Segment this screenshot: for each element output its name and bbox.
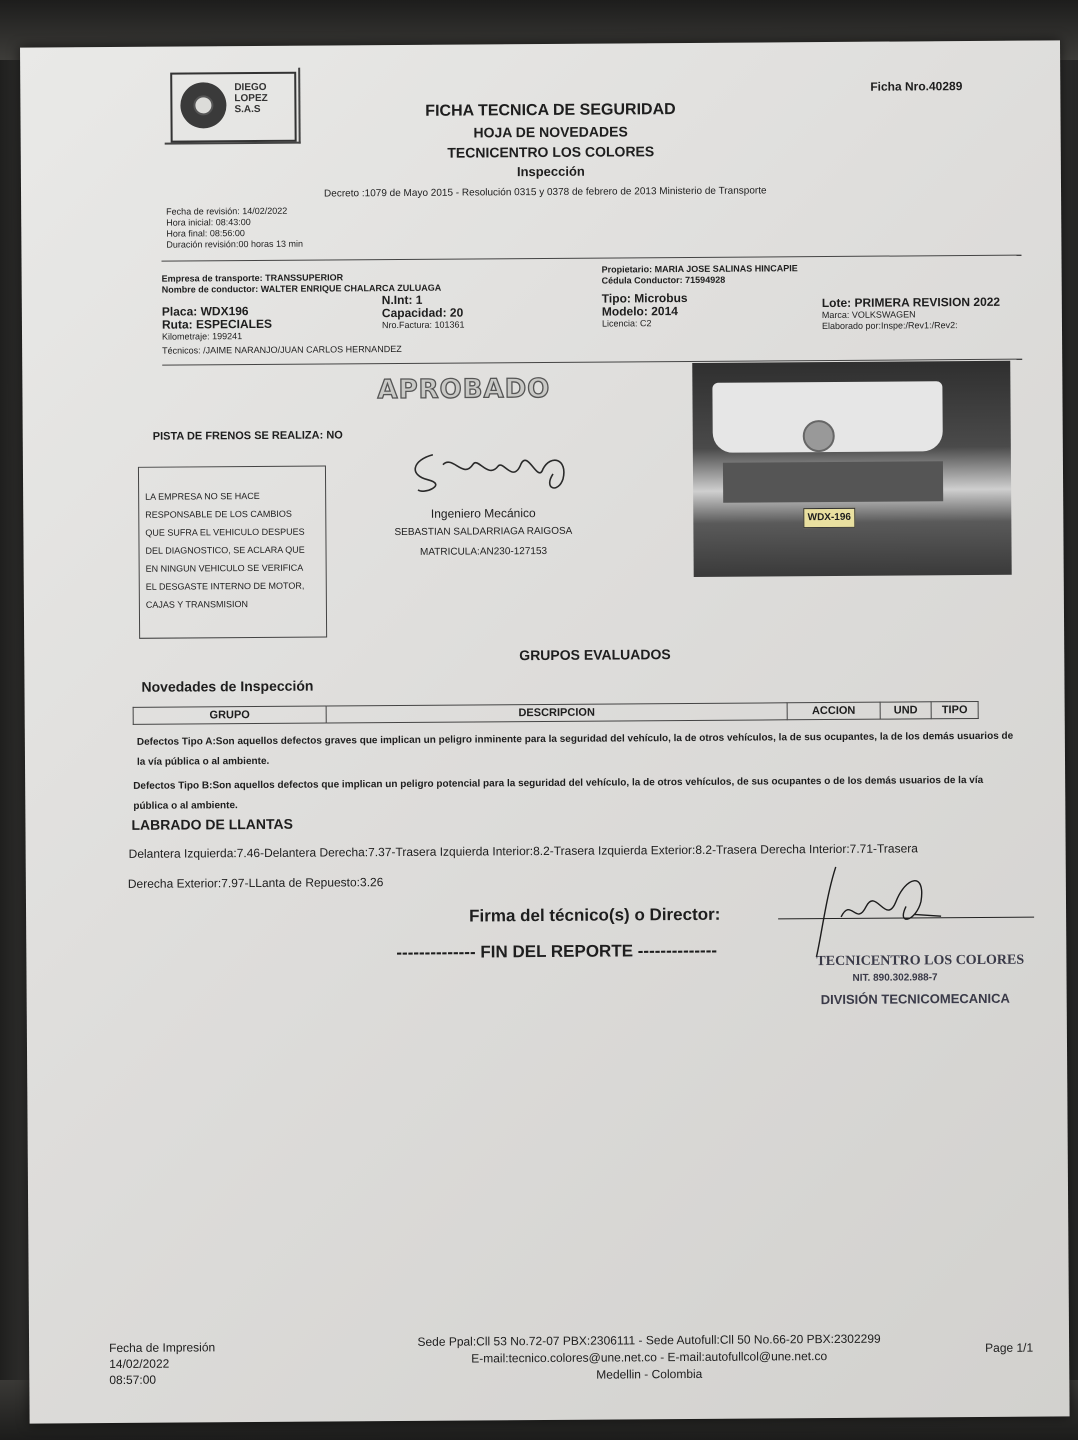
labrado-title: LABRADO DE LLANTAS bbox=[131, 815, 294, 833]
title-hoja: HOJA DE NOVEDADES bbox=[473, 123, 628, 141]
document-sheet bbox=[20, 40, 1070, 1423]
logo-text-line: LOPEZ bbox=[234, 92, 268, 105]
vehicle-bumper bbox=[723, 461, 943, 503]
duracion-revision: Duración revisión:00 horas 13 min bbox=[166, 238, 304, 250]
lote: Lote: PRIMERA REVISION 2022 bbox=[821, 294, 1001, 311]
conductor: Nombre de conductor: WALTER ENRIQUE CHALARCA ZULUAGA bbox=[161, 282, 442, 295]
disclaimer-line: QUE SUFRA EL VEHICULO DESPUES bbox=[145, 526, 305, 538]
marca: Marca: VOLKSWAGEN bbox=[821, 309, 916, 321]
hora-impresion: 08:57:00 bbox=[109, 1372, 157, 1388]
novedades-table bbox=[133, 701, 979, 725]
stamp-tecnicentro: TECNICENTRO LOS COLORES bbox=[816, 952, 1025, 970]
placa: Placa: WDX196 bbox=[161, 304, 249, 319]
approved-stamp: APROBADO bbox=[377, 373, 551, 406]
title-inspeccion: Inspección bbox=[516, 163, 585, 180]
numero-factura: Nro.Factura: 101361 bbox=[381, 319, 465, 331]
header-descripcion: DESCRIPCION bbox=[326, 703, 787, 723]
fecha-revision: Fecha de revisión: 14/02/2022 bbox=[166, 205, 288, 217]
tipo-vehiculo: Tipo: Microbus bbox=[601, 290, 688, 306]
engineer-matricula: MATRICULA:AN230-127153 bbox=[419, 545, 548, 558]
logo-text-line: S.A.S bbox=[234, 103, 261, 116]
numero-interno: N.Int: 1 bbox=[381, 292, 423, 308]
cedula-conductor: Cédula Conductor: 71594928 bbox=[601, 274, 726, 286]
labrado-line-2: Derecha Exterior:7.97-LLanta de Repuesto:3.26 bbox=[127, 875, 384, 891]
pista-frenos: PISTA DE FRENOS SE REALIZA: NO bbox=[152, 429, 343, 443]
stamp-division: DIVISIÓN TECNICOMECANICA bbox=[820, 990, 1010, 1008]
hora-inicial: Hora inicial: 08:43:00 bbox=[166, 217, 251, 228]
page-number: Page 1/1 bbox=[985, 1340, 1034, 1355]
company-logo bbox=[170, 72, 296, 143]
logo-text-line: DIEGO bbox=[234, 81, 267, 94]
engineer-name: SEBASTIAN SALDARRIAGA RAIGOSA bbox=[394, 525, 573, 539]
disclaimer-line: LA EMPRESA NO SE HACE bbox=[145, 490, 260, 502]
email-info: E-mail:tecnico.colores@une.net.co - E-mail:autofullcol@une.net.co bbox=[471, 1349, 828, 1366]
director-signature bbox=[796, 856, 947, 967]
grupos-evaluados-title: GRUPOS EVALUADOS bbox=[519, 646, 671, 664]
novedades-title: Novedades de Inspección bbox=[141, 677, 314, 695]
stamp-nit: NIT. 890.302.988-7 bbox=[852, 972, 938, 984]
engineer-role: Ingeniero Mecánico bbox=[430, 506, 536, 521]
decreto: Decreto :1079 de Mayo 2015 - Resolución 0315 y 0378 de febrero de 2013 Ministerio de Transporte bbox=[324, 185, 767, 200]
license-plate: WDX-196 bbox=[803, 508, 855, 528]
licencia: Licencia: C2 bbox=[601, 318, 652, 329]
header-und: UND bbox=[880, 702, 931, 719]
kilometraje: Kilometraje: 199241 bbox=[161, 331, 243, 342]
engineer-signature bbox=[403, 434, 583, 505]
vw-logo-icon bbox=[803, 420, 835, 452]
vehicle-photo bbox=[692, 361, 1011, 577]
disclaimer-line: EL DESGASTE INTERNO DE MOTOR, bbox=[145, 580, 305, 592]
labrado-line-1: Delantera Izquierda:7.46-Delantera Derecha:7.37-Trasera Izquierda Interior:8.2-Trasera Izquierda Exterior:8.2-Trasera Derecha Interior:7.71-Trasera bbox=[128, 841, 918, 861]
ciudad: Medellin - Colombia bbox=[596, 1366, 703, 1382]
fecha-impresion-label: Fecha de Impresión bbox=[109, 1340, 216, 1356]
propietario: Propietario: MARIA JOSE SALINAS HINCAPIE bbox=[601, 263, 798, 275]
sede-info: Sede Ppal:Cll 53 No.72-07 PBX:2306111 - Sede Autofull:Cll 50 No.66-20 PBX:2302299 bbox=[417, 1331, 881, 1349]
divider bbox=[162, 255, 1022, 262]
defect-type-a: Defectos Tipo A:Son aquellos defectos graves que implican un peligro inminente para la seguridad del vehículo, la de otros vehículos, la de sus ocupantes, la de los demás usuarios de la vía pública o al ambiente. bbox=[136, 730, 1014, 768]
modelo: Modelo: 2014 bbox=[601, 304, 678, 319]
title-tecnicentro: TECNICENTRO LOS COLORES bbox=[447, 143, 655, 161]
tecnicos: Técnicos: /JAIME NARANJO/JUAN CARLOS HERNANDEZ bbox=[162, 343, 402, 356]
tire-icon bbox=[180, 82, 226, 128]
table-header-row bbox=[133, 701, 978, 724]
title-ficha: FICHA TECNICA DE SEGURIDAD bbox=[425, 101, 676, 120]
fin-reporte: -------------- FIN DEL REPORTE -------------- bbox=[396, 940, 718, 963]
header-grupo: GRUPO bbox=[133, 706, 326, 724]
fecha-impresion: 14/02/2022 bbox=[109, 1356, 170, 1372]
disclaimer-line: CAJAS Y TRANSMISION bbox=[145, 599, 248, 610]
header-tipo: TIPO bbox=[931, 701, 978, 718]
header-accion: ACCION bbox=[787, 702, 880, 720]
capacidad: Capacidad: 20 bbox=[381, 305, 464, 321]
empresa: Empresa de transporte: TRANSSUPERIOR bbox=[161, 272, 344, 284]
ruta: Ruta: ESPECIALES bbox=[161, 316, 273, 332]
firma-label: Firma del técnico(s) o Director: bbox=[469, 904, 721, 926]
elaborado-por: Elaborado por:Inspe:/Rev1:/Rev2: bbox=[821, 320, 958, 332]
hora-final: Hora final: 08:56:00 bbox=[166, 228, 245, 239]
defect-type-b: Defectos Tipo B:Son aquellos defectos que implican un peligro potencial para la seguridad del vehículo, la de otros vehículos, de sus ocupantes o de los demás usuarios de la vía pública o al ambiente. bbox=[133, 774, 984, 812]
ficha-number: Ficha Nro.40289 bbox=[870, 79, 963, 94]
disclaimer-line: EN NINGUN VEHICULO SE VERIFICA bbox=[145, 562, 304, 574]
disclaimer-line: DEL DIAGNOSTICO, SE ACLARA QUE bbox=[145, 544, 305, 556]
disclaimer-line: RESPONSABLE DE LOS CAMBIOS bbox=[145, 508, 292, 520]
disclaimer-box bbox=[138, 466, 327, 639]
